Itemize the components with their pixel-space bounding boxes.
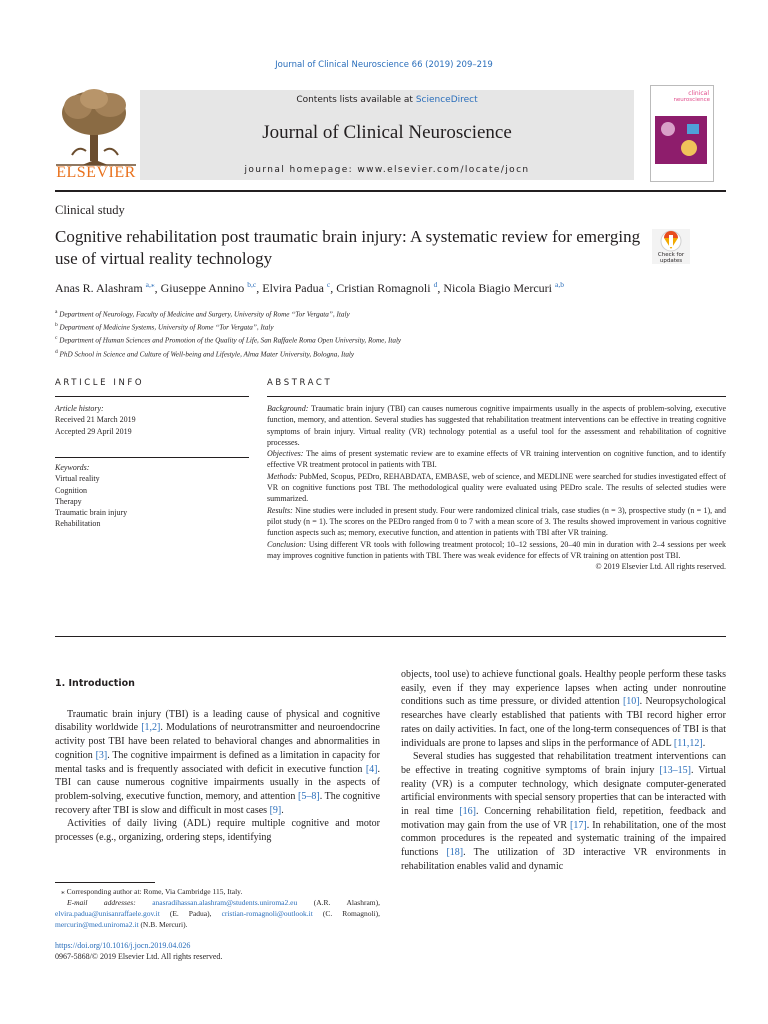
paragraph-text: . TBI can cause numerous cognitive impairments usually in the aspects of problem-solving, executive function, memory, and attention <box>55 763 380 802</box>
email-link[interactable]: mercurin@med.uniroma2.it <box>55 920 139 929</box>
paragraph-text: . Modulations of neurotransmitter and neuroendocrine activity post TBI have been related to behavioral changes and abnormalities in cognition <box>55 722 380 761</box>
journal-name: Journal of Clinical Neuroscience <box>262 122 512 143</box>
info-divider <box>55 457 249 458</box>
paragraph-text: (A.R. Alashram), <box>297 898 380 907</box>
author-affiliation-marker[interactable]: a,⁎ <box>145 280 155 289</box>
abstract-copyright: © 2019 Elsevier Ltd. All rights reserved. <box>595 562 726 572</box>
received-date: Received 21 March 2019 <box>55 415 136 425</box>
author-name[interactable]: Elvira Padua <box>262 281 324 295</box>
body-left-column <box>55 677 380 845</box>
journal-cover-thumbnail[interactable] <box>650 85 714 182</box>
journal-homepage[interactable]: journal homepage: www.elsevier.com/locate/jocn <box>244 165 530 175</box>
history-label: Article history: <box>55 404 104 413</box>
cover-image <box>655 116 707 164</box>
elsevier-logo[interactable] <box>52 85 140 181</box>
abstract-heading: ABSTRACT <box>267 378 333 388</box>
abstract-methods: Methods: PubMed, Scopus, PEDro, REHABDATA, EMBASE, web of science, and MEDLINE were searched for studies investigated effect of VR on cognitive functions post TBI. The methodological quality were evaluated using PEDro scale. The results of selected studies were summarized. <box>267 471 726 504</box>
keyword: Virtual reality <box>55 474 100 484</box>
paragraph-text: . The cognitive impairment is defined as a limitation in capacity for mental tasks and is frequently associated with deficit in executive function <box>55 749 380 775</box>
citation-link[interactable]: [16] <box>459 806 476 818</box>
author-affiliation-marker[interactable]: c <box>326 280 331 289</box>
article-history <box>55 403 249 437</box>
abstract-section-head: Objectives: <box>267 449 304 459</box>
abstract-section-head: Methods: <box>267 471 298 481</box>
author-name[interactable]: Giuseppe Annino <box>160 281 245 295</box>
corresponding-author-note: ⁎ Corresponding author at: Rome, Via Cambridge 115, Italy. <box>61 887 243 896</box>
keyword: Therapy <box>55 496 82 506</box>
author-affiliation-marker[interactable]: b,c <box>247 280 257 289</box>
email-addresses <box>55 897 380 930</box>
paragraph-text: . <box>281 804 284 816</box>
paragraph-text: E-mail addresses: <box>67 898 153 907</box>
body-paragraph <box>55 708 380 818</box>
affiliation: $^a$ Department of Neurology, Faculty of Medicine and Surgery, University of Rome “Tor Vergata”, Italy <box>55 309 350 319</box>
paragraph-text: Activities of daily living (ADL) require multiple cognitive and motor processes (e.g., organizing, ordering steps, identifying <box>55 818 380 844</box>
author-affiliation-marker[interactable]: a,b <box>555 280 564 289</box>
affiliation: $^b$ Department of Medicine Systems, University of Rome “Tor Vergata”, Italy <box>55 322 274 332</box>
cover-title-1: clinical <box>688 90 709 97</box>
citation-link[interactable]: [9] <box>269 804 282 816</box>
abstract-results: Results: Nine studies were included in present study. Four were randomized clinical trials, case studies (n = 3), prospective study (n = 1), and pilot study (n = 1). The scores on the PEDro ranged from 0 to 7 with a mean score of 3. The results showed improvement in various cognitive function aspects such as; memory, executive function, and attention in patients with TBI after VR training. <box>267 505 726 538</box>
email-link[interactable]: anasradihassan.alashram@students.uniroma2.eu <box>152 898 298 907</box>
citation-link[interactable]: [18] <box>446 847 464 859</box>
footnotes <box>55 886 380 930</box>
info-rule <box>55 396 249 397</box>
article-type: Clinical study <box>55 203 125 217</box>
paragraph-text: . Concerning rehabilitation field, repetition, feedback and motivation may gain from the use of VR <box>401 806 727 831</box>
abstract-section-head: Results: <box>267 505 293 515</box>
footnote-rule <box>55 882 155 883</box>
author-list: Anas R. Alashram $^{a,⁎}$, Giuseppe Annino $^{b,c}$, Elvira Padua $^c$, Cristian Romagnoli $^d$, Nicola Biagio Mercuri $^{a,b}$ <box>55 280 564 295</box>
abstract-body <box>267 403 726 572</box>
section-heading-introduction: 1. Introduction <box>55 678 135 689</box>
paragraph-text: . The utilization of 3D interactive VR environments in rehabilitation enables valid and dynamic <box>401 847 727 872</box>
elsevier-wordmark: ELSEVIER <box>56 164 136 181</box>
paragraph-text: Several studies has suggested that rehabilitation treatment interventions can be effective in treating cognitive symptoms of brain injury <box>401 751 726 776</box>
contents-line <box>140 95 634 105</box>
doi-link[interactable]: https://doi.org/10.1016/j.jocn.2019.04.026 <box>55 941 191 950</box>
email-link[interactable]: cristian-romagnoli@outlook.it <box>221 909 313 918</box>
email-link[interactable]: elvira.padua@unisanraffaele.gov.it <box>55 909 160 918</box>
paragraph-text: . In rehabilitation, one of the most common procedures is the repeated and systematic training of the impaired functions <box>401 819 726 859</box>
body-paragraph <box>401 668 726 750</box>
journal-citation[interactable]: Journal of Clinical Neuroscience 66 (2019) 209–219 <box>275 60 493 70</box>
article-info-heading: ARTICLE INFO <box>55 378 145 388</box>
abstract-bottom-rule <box>55 636 726 637</box>
abstract-rule <box>267 396 726 397</box>
citation-link[interactable]: [4] <box>365 763 378 775</box>
paragraph-text: (N.B. Mercuri). <box>138 920 188 929</box>
affiliation: $^c$ Department of Human Sciences and Promotion of the Quality of Life, San Raffaele Roma Open University, Rome, Italy <box>55 335 402 345</box>
citation-link[interactable]: [13–15] <box>659 764 691 776</box>
paragraph-text: (C. Romagnoli), <box>312 909 380 918</box>
citation-link[interactable]: [5–8] <box>298 790 320 802</box>
body-paragraph <box>401 750 726 873</box>
abstract-objectives: Objectives: The aims of present systematic review are to examine effects of VR training intervention on cognitive function, and to identify effective VR treatment protocol in patients with TBI. <box>267 449 726 470</box>
abstract-section-head: Background: <box>267 404 309 413</box>
citation-link[interactable]: [3] <box>95 749 108 761</box>
keywords-label: Keywords: <box>55 463 90 472</box>
article-title: Cognitive rehabilitation post traumatic brain injury: A systematic review for emerging use of virtual reality technology <box>55 227 641 268</box>
citation-link[interactable]: [17] <box>570 819 587 831</box>
masthead-rule <box>55 190 726 192</box>
keywords <box>55 462 249 530</box>
sciencedirect-link[interactable]: ScienceDirect <box>415 95 478 105</box>
contents-prefix: Contents lists available at <box>296 95 416 105</box>
crossmark-label: Check for updates <box>652 252 690 264</box>
abstract-section-head: Conclusion: <box>267 539 307 549</box>
check-for-updates-badge[interactable] <box>652 229 690 269</box>
paragraph-text: objects, tool use) to achieve functional goals. Healthy people perform these tasks easily, even if they may experience lapses when acting under nonroutine conditions such as time pressure, or divided attention <box>401 669 726 708</box>
keyword: Rehabilitation <box>55 519 101 529</box>
author-affiliation-marker[interactable]: d <box>433 280 438 289</box>
author-name[interactable]: Nicola Biagio Mercuri <box>443 281 552 295</box>
doi-block <box>55 940 222 962</box>
affiliations <box>55 307 715 360</box>
paragraph-text: . <box>702 737 706 749</box>
body-right-column <box>401 668 726 874</box>
abstract-background: Background: Traumatic brain injury (TBI) can causes numerous cognitive impairments usually in the aspects of problem-solving, executive function, memory, and attention. Several studies has suggested that rehabilitation treatment interventions can be effective in treating cognitive symptoms of brain injury. Virtual reality (VR) technology potential as a useful tool for the assessment and rehabilitation of cognitive processes. <box>267 404 726 447</box>
accepted-date: Accepted 29 April 2019 <box>55 426 132 436</box>
paragraph-text: . Virtual reality (VR) is a computer technology, which designate computer-generated artificial environments with special sensory properties that can be interacted with in real time <box>401 764 726 818</box>
paragraph-text: . Neuropsychological researches have clearly established that patients with TBI record higher error rates on daily activities. In fact, one of the long-term consequences of TBI is that individuals are prone to lapses and slips in the performance of ADL <box>401 696 726 749</box>
keyword: Cognition <box>55 485 88 495</box>
issn-line: 0967-5868/© 2019 Elsevier Ltd. All rights reserved. <box>55 952 223 961</box>
author-name[interactable]: Cristian Romagnoli <box>336 281 431 295</box>
abstract-conclusion: Conclusion: Using different VR tools with following treatment protocol; 10–12 sessions, 20–40 min in duration with 2–4 sessions per week may improves cognitive function in patients with TBI. There was weak evidence for effects of VR training on attention post TBI. <box>267 539 726 560</box>
paragraph-text: (E. Padua), <box>159 909 222 918</box>
affiliation: $^d$ PhD School in Science and Culture of Well-being and Lifestyle, Alma Mater University, Bologna, Italy <box>55 348 355 358</box>
author-name[interactable]: Anas R. Alashram <box>55 281 143 295</box>
citation-link[interactable]: [10] <box>622 696 640 708</box>
keyword: Traumatic brain injury <box>55 508 128 518</box>
body-paragraph <box>55 817 380 844</box>
paragraph-text: Traumatic brain injury (TBI) is a leading cause of physical and cognitive disability worldwide <box>55 708 380 734</box>
citation-link[interactable]: [11,12] <box>673 737 703 749</box>
paragraph-text: . The cognitive recovery after TBI is slow and difficult in most cases <box>55 790 381 816</box>
cover-title-2: neuroscience <box>673 97 710 103</box>
citation-link[interactable]: [1,2] <box>141 722 161 734</box>
